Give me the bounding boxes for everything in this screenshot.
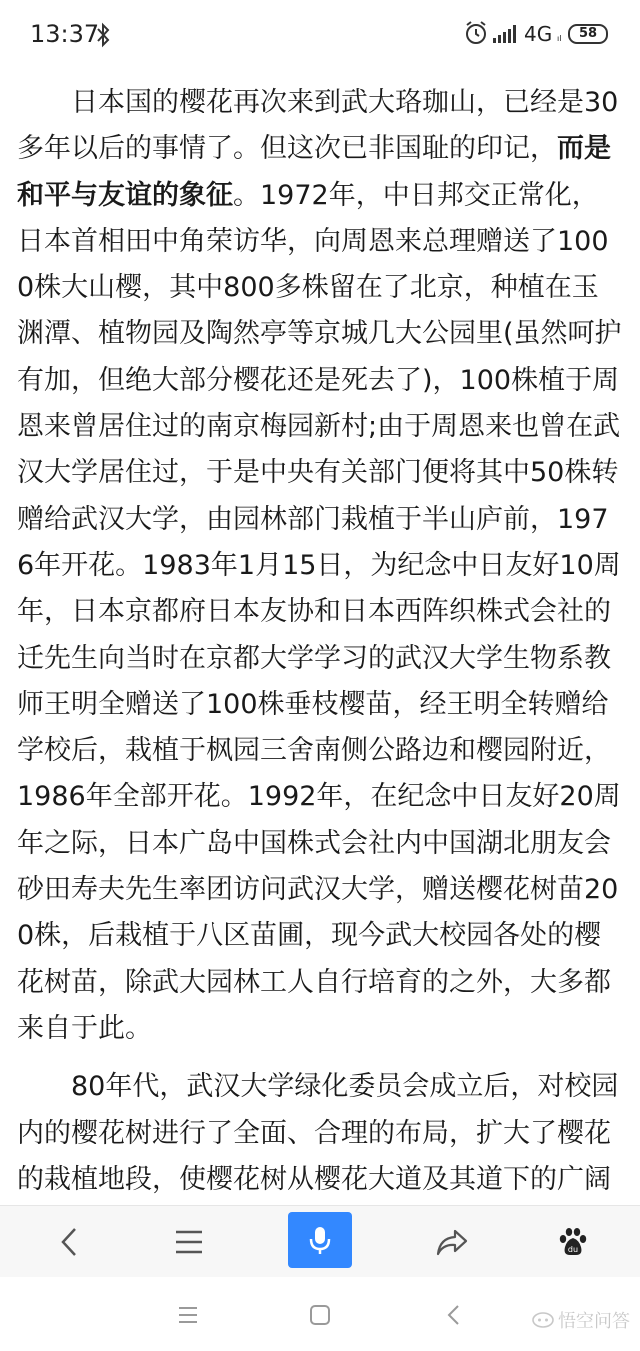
share-icon xyxy=(435,1227,469,1257)
baidu-home-button[interactable] xyxy=(541,1214,605,1270)
battery-indicator: 58 xyxy=(568,24,608,44)
home-button[interactable] xyxy=(300,1295,340,1335)
bluetooth-icon xyxy=(96,22,110,48)
wukong-logo-icon xyxy=(532,1311,554,1329)
back-button[interactable] xyxy=(38,1214,102,1270)
bold-emphasis: 而是和平与友谊的象征 xyxy=(17,133,611,211)
watermark-text: 悟空问答 xyxy=(558,1311,630,1332)
browser-toolbar xyxy=(0,1205,640,1278)
square-home-icon xyxy=(309,1304,331,1326)
recent-apps-button[interactable] xyxy=(168,1295,208,1335)
paragraph-text: 日本国的樱花再次来到武大珞珈山，已经是30多年以后的事情了。但这次已非国耻的印记， xyxy=(17,87,619,165)
microphone-icon xyxy=(308,1224,332,1256)
article-paragraph xyxy=(17,80,623,1052)
chevron-left-icon xyxy=(58,1226,82,1258)
voice-search-button[interactable] xyxy=(288,1212,352,1268)
chevron-left-icon xyxy=(446,1304,462,1326)
menu-icon xyxy=(177,1306,199,1324)
baidu-paw-icon xyxy=(557,1226,589,1258)
watermark xyxy=(532,1307,630,1333)
menu-button[interactable] xyxy=(157,1214,221,1270)
alarm-clock-icon xyxy=(464,20,488,46)
article-body xyxy=(17,80,623,1249)
system-navigation-bar xyxy=(0,1277,640,1351)
signal-strength-icon xyxy=(493,24,519,44)
share-button[interactable] xyxy=(420,1214,484,1270)
system-back-button[interactable] xyxy=(434,1295,474,1335)
status-bar xyxy=(0,0,640,70)
network-activity-indicator: ıl xyxy=(557,34,562,43)
svg-text:du: du xyxy=(567,1245,579,1254)
paragraph-text: 。1972年，中日邦交正常化，日本首相田中角荣访华，向周恩来总理赠送了1000株大山樱，其中800多株留在了北京，种植在玉渊潭、植物园及陶然亭等京城几大公园里(虽然呵护有加，但绝大部分樱花还是死去了)，100株植于周恩来曾居住过的南京梅园新村;由于周恩来也曾在武汉大学居住过，于是中央有关部门便将其中50株转赠给武汉大学，由园林部门栽植于半山庐前，1976年开花。1983年1月15日，为纪念中日友好10周年，日本京都府日本友协和日本西阵织株式会社的迁先生向当时在京都大学学习的武汉大学生物系教师王明全赠送了100株垂枝樱苗，经王明全转赠给学校后，栽植于枫园三舍南侧公路边和樱园附近，1986年全部开花。1992年，在纪念中日友好20周年之际，日本广岛中国株式会社内中国湖北朋友会砂田寿夫先生率团访问武汉大学，赠送樱花树苗200株，后栽植于八区苗圃，现今武大校园各处的樱花树苗，除武大园林工人自行培育的之外，大多都来自于此。 xyxy=(17,179,622,1044)
paragraph-text: 80年代，武汉大学绿化委员会成立后，对校园内的樱花树进行了全面、合理的布局，扩大了樱花的栽植地段，使樱花树从樱花大道及其道下的广阔 xyxy=(17,1071,619,1195)
menu-icon xyxy=(174,1229,204,1255)
network-type-label: 4G xyxy=(524,22,553,46)
status-time: 13:37 xyxy=(30,20,100,48)
